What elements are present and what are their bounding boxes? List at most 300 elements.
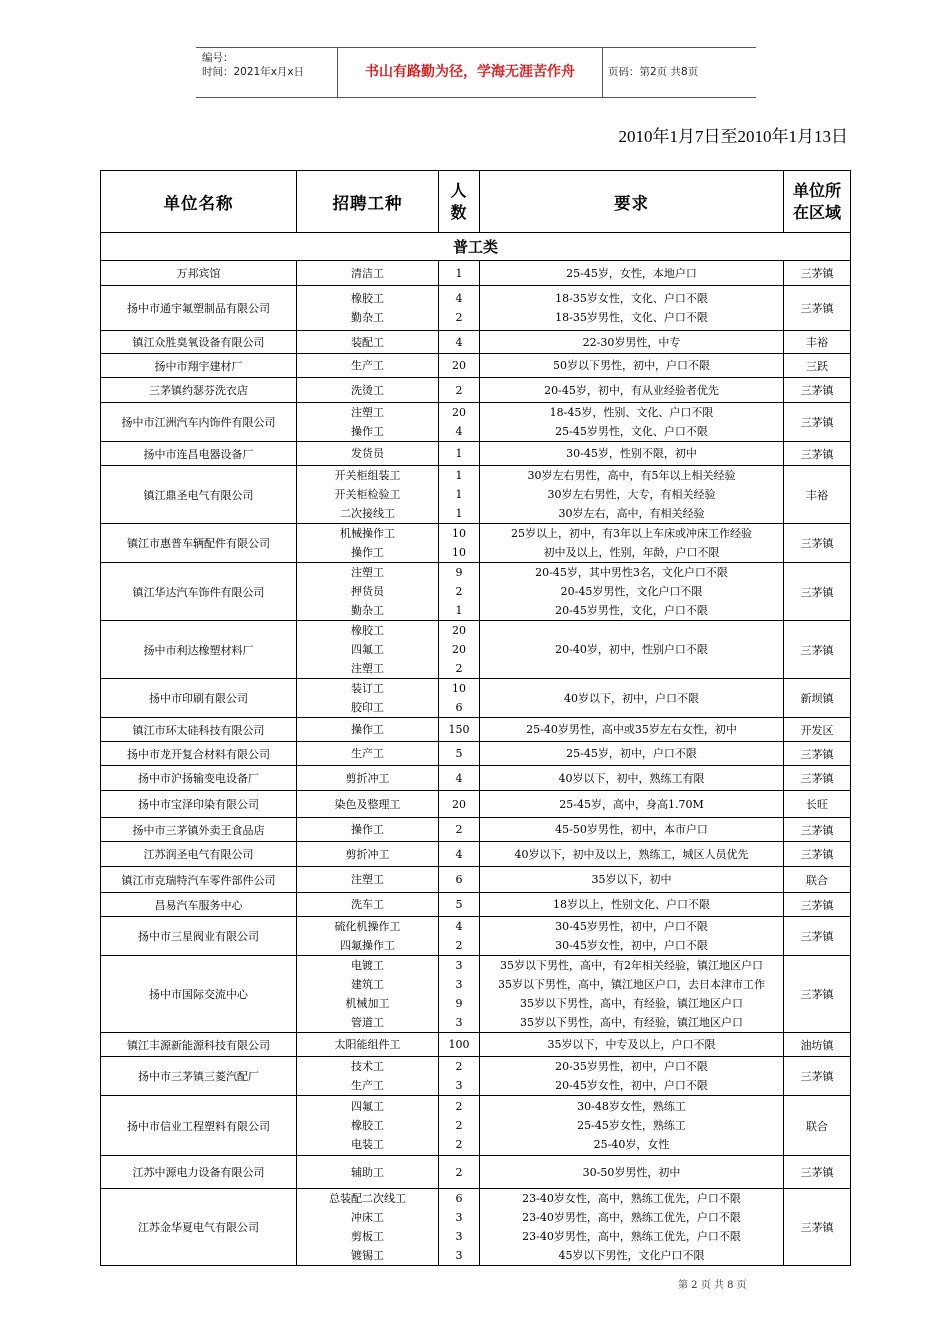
- requirement-cell-line: 30-48岁女性，熟练工: [577, 1100, 686, 1113]
- requirement-cell-line: 20-40岁，初中，性别户口不限: [555, 643, 708, 656]
- job-cell: [297, 867, 439, 893]
- requirement-cell-line: 20-35岁男性，初中，户口不限: [555, 1060, 708, 1073]
- count-cell-line: 5: [455, 747, 463, 760]
- count-cell: [439, 524, 480, 563]
- table-row: [101, 917, 851, 956]
- count-cell-line: 4: [455, 335, 463, 349]
- job-cell-line: 生产工: [351, 747, 384, 760]
- requirement-cell: [480, 917, 784, 956]
- job-cell-line: 开关柜检验工: [334, 488, 401, 501]
- area-cell: 三茅镇: [784, 742, 851, 766]
- requirement-cell-line: 20-45岁男性，文化户口不限: [560, 585, 703, 598]
- job-cell-line: 发货员: [351, 447, 384, 460]
- company-cell: 扬中市三茅镇外卖王食品店: [101, 818, 297, 842]
- requirement-cell-line: 25-40岁，女性: [593, 1138, 670, 1151]
- count-cell-line: 3: [455, 1016, 463, 1029]
- count-cell-line: 1: [455, 507, 463, 520]
- count-cell-line: 6: [455, 873, 463, 886]
- table-row: [101, 563, 851, 621]
- job-cell-line: 勤杂工: [351, 311, 384, 324]
- company-cell: 扬中市国际交流中心: [101, 956, 297, 1033]
- count-cell-line: 2: [455, 1100, 463, 1113]
- count-cell: [439, 1156, 480, 1189]
- table-row: [101, 442, 851, 466]
- count-cell-line: 2: [455, 823, 463, 836]
- job-cell: [297, 286, 439, 331]
- company-cell: 镇江市惠普车辆配件有限公司: [101, 524, 297, 563]
- count-cell-line: 9: [455, 997, 463, 1010]
- area-cell: 丰裕: [784, 466, 851, 524]
- company-cell: 扬中市翔宇建材厂: [101, 354, 297, 378]
- count-cell-line: 3: [455, 978, 463, 991]
- job-cell-line: 生产工: [351, 359, 384, 372]
- count-cell: [439, 563, 480, 621]
- job-cell: [297, 917, 439, 956]
- requirement-cell: [480, 524, 784, 563]
- requirement-cell-line: 18-45岁，性别、文化、户口不限: [549, 406, 714, 419]
- table-row: [101, 956, 851, 1033]
- requirement-cell-line: 40岁以下，初中，户口不限: [564, 691, 699, 705]
- job-cell-line: 勤杂工: [351, 604, 384, 617]
- company-cell: 扬中市通宇氟塑制品有限公司: [101, 286, 297, 331]
- job-cell-line: 橡胶工: [351, 292, 384, 305]
- job-cell-line: 开关柜组装工: [334, 469, 401, 482]
- job-cell-line: 橡胶工: [351, 1119, 384, 1132]
- requirement-cell: [480, 791, 784, 818]
- job-cell-line: 冲床工: [351, 1211, 384, 1224]
- area-cell: 三茅镇: [784, 524, 851, 563]
- job-cell-line: 注塑工: [351, 566, 384, 579]
- job-cell-line: 清洁工: [351, 266, 384, 280]
- table-row: [101, 842, 851, 867]
- table-row: [101, 261, 851, 286]
- company-cell: 扬中市利达橡塑材料厂: [101, 621, 297, 679]
- category-label: 普工类: [101, 233, 851, 261]
- count-cell: [439, 917, 480, 956]
- company-cell: 万邦宾馆: [101, 261, 297, 286]
- requirement-cell: [480, 378, 784, 403]
- area-cell: 三跃: [784, 354, 851, 378]
- company-cell: 扬中市江洲汽车内饰件有限公司: [101, 403, 297, 442]
- requirement-cell: [480, 563, 784, 621]
- table-row: [101, 1156, 851, 1189]
- count-cell-line: 9: [455, 566, 463, 579]
- requirement-cell: [480, 442, 784, 466]
- area-cell: 油坊镇: [784, 1033, 851, 1057]
- count-cell: [439, 679, 480, 718]
- requirement-cell-line: 35岁以下男性，高中，镇江地区户口，去日本津市工作: [498, 978, 765, 991]
- requirement-cell-line: 30岁左右男性，大专，有相关经验: [547, 488, 716, 501]
- count-cell-line: 10: [452, 546, 466, 559]
- job-cell: [297, 331, 439, 354]
- requirement-cell-line: 30岁左右，高中，有相关经验: [558, 507, 705, 520]
- company-cell: 江苏润圣电气有限公司: [101, 842, 297, 867]
- job-cell: [297, 766, 439, 791]
- requirement-cell: [480, 354, 784, 378]
- job-cell: [297, 1189, 439, 1266]
- job-cell-line: 装订工: [351, 682, 384, 695]
- count-cell-line: 4: [455, 771, 463, 785]
- company-cell: 扬中市龙开复合材料有限公司: [101, 742, 297, 766]
- count-cell-line: 1: [455, 447, 463, 460]
- requirement-cell-line: 23-40岁男性，高中，熟练工优先，户口不限: [522, 1230, 741, 1243]
- job-cell-line: 电装工: [351, 1138, 384, 1151]
- requirement-cell-line: 25-40岁男性，高中或35岁左右女性，初中: [526, 723, 737, 736]
- requirement-cell: [480, 1096, 784, 1156]
- page-footer: 第 2 页 共 8 页: [678, 1280, 747, 1291]
- area-cell: 三茅镇: [784, 956, 851, 1033]
- count-cell: [439, 1189, 480, 1266]
- requirement-cell-line: 20-45岁，其中男性3名，文化户口不限: [535, 566, 728, 579]
- job-cell: [297, 956, 439, 1033]
- requirement-cell-line: 30岁左右男性，高中，有5年以上相关经验: [527, 469, 736, 482]
- area-cell: 联合: [784, 867, 851, 893]
- job-cell-line: 操作工: [351, 425, 384, 438]
- requirement-cell-line: 25-45岁，高中，身高1.70M: [559, 797, 704, 811]
- table-row: [101, 286, 851, 331]
- job-cell-line: 技术工: [351, 1060, 384, 1073]
- count-cell-line: 4: [455, 292, 463, 305]
- requirement-cell-line: 25-45岁，女性，本地户口: [566, 266, 697, 280]
- job-cell-line: 注塑工: [351, 873, 384, 886]
- table-row: [101, 378, 851, 403]
- count-cell-line: 1: [455, 604, 463, 617]
- requirement-cell-line: 30-45岁女性，初中，户口不限: [555, 939, 708, 952]
- requirement-cell-line: 18-35岁女性，文化、户口不限: [555, 292, 708, 305]
- area-cell: 三茅镇: [784, 818, 851, 842]
- requirement-cell-line: 50岁以下男性，初中，户口不限: [553, 359, 710, 372]
- count-cell-line: 1: [455, 266, 463, 280]
- requirement-cell: [480, 679, 784, 718]
- header-job: 招聘工种: [297, 171, 439, 233]
- table-row: [101, 331, 851, 354]
- company-cell: 扬中市三星阀业有限公司: [101, 917, 297, 956]
- table-row: [101, 818, 851, 842]
- job-cell-line: 管道工: [351, 1016, 384, 1029]
- count-cell-line: 3: [455, 959, 463, 972]
- requirement-cell: [480, 842, 784, 867]
- job-cell: [297, 524, 439, 563]
- table-row: [101, 1189, 851, 1266]
- count-cell-line: 150: [448, 723, 470, 736]
- area-cell: 三茅镇: [784, 1057, 851, 1096]
- jobs-table: [100, 170, 851, 1266]
- header-count: 人数: [439, 171, 480, 233]
- requirement-cell: [480, 1033, 784, 1057]
- company-cell: 扬中市宝泽印染有限公司: [101, 791, 297, 818]
- job-cell-line: 总装配二次线工: [329, 1192, 406, 1205]
- count-cell-line: 3: [455, 1079, 463, 1092]
- company-cell: 江苏金华夏电气有限公司: [101, 1189, 297, 1266]
- requirement-cell-line: 20-45岁女性，初中，户口不限: [555, 1079, 708, 1092]
- area-cell: 三茅镇: [784, 442, 851, 466]
- requirement-cell: [480, 466, 784, 524]
- job-cell-line: 注塑工: [351, 662, 384, 675]
- requirement-cell-line: 25岁以上，初中，有3年以上车床或冲床工作经验: [511, 527, 752, 540]
- requirement-cell: [480, 766, 784, 791]
- requirement-cell-line: 25-45岁女性，熟练工: [577, 1119, 686, 1132]
- page-label: 页码：第2页 共8页: [608, 66, 699, 78]
- count-cell-line: 2: [455, 662, 463, 675]
- requirement-cell-line: 18岁以上，性别文化、户口不限: [553, 898, 710, 911]
- job-cell: [297, 893, 439, 917]
- requirement-cell-line: 20-45岁，初中，有从业经验者优先: [544, 383, 719, 397]
- company-cell: 扬中市信业工程塑料有限公司: [101, 1096, 297, 1156]
- count-cell: [439, 842, 480, 867]
- table-row: [101, 403, 851, 442]
- job-cell: [297, 1033, 439, 1057]
- code-label: 编号：: [202, 52, 234, 64]
- requirement-cell-line: 45-50岁男性，初中，本市户口: [555, 823, 708, 836]
- requirement-cell-line: 30-50岁男性，初中: [582, 1165, 681, 1179]
- motto: 书山有路勤为径，学海无涯苦作舟: [337, 48, 603, 97]
- page-header: [196, 47, 756, 98]
- requirement-cell-line: 35岁以下男性，高中，有经验，镇江地区户口: [520, 1016, 743, 1029]
- requirement-cell: [480, 286, 784, 331]
- requirement-cell: [480, 1156, 784, 1189]
- company-cell: 扬中市连昌电器设备厂: [101, 442, 297, 466]
- count-cell: [439, 354, 480, 378]
- requirement-cell-line: 40岁以下，初中及以上，熟练工，城区人员优先: [514, 847, 749, 861]
- table-row: [101, 679, 851, 718]
- requirement-cell: [480, 956, 784, 1033]
- count-cell: [439, 1096, 480, 1156]
- job-cell-line: 机械加工: [345, 997, 390, 1010]
- company-cell: 扬中市印刷有限公司: [101, 679, 297, 718]
- count-cell-line: 3: [455, 1230, 463, 1243]
- header-requirement: 要求: [480, 171, 784, 233]
- requirement-cell-line: 23-40岁男性，高中，熟练工优先，户口不限: [522, 1211, 741, 1224]
- requirement-cell-line: 20-45岁男性，文化，户口不限: [555, 604, 708, 617]
- count-cell-line: 2: [455, 383, 463, 397]
- job-cell-line: 押货员: [351, 585, 384, 598]
- count-cell: [439, 718, 480, 742]
- requirement-cell-line: 初中及以上，性别，年龄，户口不限: [543, 546, 720, 559]
- job-cell: [297, 791, 439, 818]
- job-cell-line: 操作工: [351, 546, 384, 559]
- job-cell: [297, 718, 439, 742]
- requirement-cell-line: 22-30岁男性，中专: [582, 335, 681, 349]
- requirement-cell: [480, 818, 784, 842]
- count-cell: [439, 621, 480, 679]
- job-cell-line: 电镀工: [351, 959, 384, 972]
- count-cell: [439, 442, 480, 466]
- job-cell-line: 染色及整理工: [334, 797, 401, 811]
- table-row: [101, 524, 851, 563]
- area-cell: 三茅镇: [784, 286, 851, 331]
- count-cell: [439, 261, 480, 286]
- count-cell-line: 2: [455, 939, 463, 952]
- company-cell: 镇江市环太硅科技有限公司: [101, 718, 297, 742]
- company-cell: 扬中市三茅镇三菱汽配厂: [101, 1057, 297, 1096]
- job-cell-line: 建筑工: [351, 978, 384, 991]
- job-cell: [297, 442, 439, 466]
- area-cell: 三茅镇: [784, 842, 851, 867]
- requirement-cell: [480, 893, 784, 917]
- requirement-cell-line: 40岁以下，初中，熟练工有限: [558, 771, 705, 785]
- count-cell: [439, 766, 480, 791]
- count-cell-line: 2: [455, 311, 463, 324]
- requirement-cell-line: 23-40岁女性，高中，熟练工优先，户口不限: [522, 1192, 741, 1205]
- count-cell-line: 20: [452, 643, 466, 656]
- requirement-cell-line: 25-45岁男性，文化、户口不限: [555, 425, 708, 438]
- count-cell: [439, 893, 480, 917]
- count-cell: [439, 403, 480, 442]
- job-cell-line: 剪板工: [351, 1230, 384, 1243]
- company-cell: 江苏中源电力设备有限公司: [101, 1156, 297, 1189]
- count-cell-line: 10: [452, 527, 466, 540]
- table-row: [101, 1033, 851, 1057]
- table-row: [101, 867, 851, 893]
- job-cell-line: 胶印工: [351, 701, 384, 714]
- count-cell-line: 4: [455, 847, 463, 861]
- job-cell: [297, 403, 439, 442]
- job-cell-line: 生产工: [351, 1079, 384, 1092]
- requirement-cell-line: 30-45岁男性，初中，户口不限: [555, 920, 708, 933]
- job-cell: [297, 679, 439, 718]
- job-cell: [297, 1156, 439, 1189]
- table-row: [101, 718, 851, 742]
- date-range: 2010年1月7日至2010年1月13日: [618, 127, 848, 146]
- job-cell-line: 剪折冲工: [345, 771, 390, 785]
- count-cell-line: 3: [455, 1249, 463, 1262]
- count-cell-line: 2: [455, 1119, 463, 1132]
- job-cell-line: 四氟工: [351, 643, 384, 656]
- requirement-cell-line: 35岁以下男性，高中，有2年相关经验，镇江地区户口: [500, 959, 763, 972]
- count-cell-line: 10: [452, 682, 466, 695]
- job-cell-line: 辅助工: [351, 1165, 384, 1179]
- company-cell: 三茅镇约瑟芬洗衣店: [101, 378, 297, 403]
- job-cell: [297, 742, 439, 766]
- requirement-cell-line: 45岁以下男性，文化户口不限: [558, 1249, 705, 1262]
- job-cell: [297, 563, 439, 621]
- count-cell: [439, 742, 480, 766]
- job-cell-line: 四氟工: [351, 1100, 384, 1113]
- count-cell-line: 20: [452, 624, 466, 637]
- requirement-cell: [480, 331, 784, 354]
- job-cell-line: 操作工: [351, 823, 384, 836]
- header-area: 单位所在区域: [784, 171, 851, 233]
- area-cell: 三茅镇: [784, 766, 851, 791]
- requirement-cell-line: 35岁以下男性，高中，有经验，镇江地区户口: [520, 997, 743, 1010]
- count-cell-line: 2: [455, 585, 463, 598]
- requirement-cell-line: 25-45岁，初中，户口不限: [566, 747, 697, 760]
- company-cell: 镇江市克瑞特汽车零件部件公司: [101, 867, 297, 893]
- table-row: [101, 466, 851, 524]
- job-cell: [297, 1096, 439, 1156]
- requirement-cell-line: 18-35岁男性，文化、户口不限: [555, 311, 708, 324]
- table-row: [101, 893, 851, 917]
- category-row: [101, 233, 851, 261]
- table-row: [101, 766, 851, 791]
- requirement-cell-line: 35岁以下，中专及以上，户口不限: [547, 1038, 716, 1051]
- requirement-cell: [480, 1189, 784, 1266]
- company-cell: 镇江鼎圣电气有限公司: [101, 466, 297, 524]
- job-cell-line: 镀锡工: [351, 1249, 384, 1262]
- area-cell: 三茅镇: [784, 1189, 851, 1266]
- count-cell: [439, 867, 480, 893]
- area-cell: 三茅镇: [784, 893, 851, 917]
- job-cell-line: 硫化机操作工: [334, 920, 401, 933]
- count-cell-line: 2: [455, 1165, 463, 1179]
- count-cell-line: 1: [455, 488, 463, 501]
- requirement-cell: [480, 718, 784, 742]
- count-cell: [439, 378, 480, 403]
- area-cell: 开发区: [784, 718, 851, 742]
- job-cell-line: 操作工: [351, 723, 384, 736]
- job-cell: [297, 261, 439, 286]
- job-cell: [297, 842, 439, 867]
- count-cell-line: 4: [455, 425, 463, 438]
- count-cell-line: 2: [455, 1060, 463, 1073]
- job-cell: [297, 466, 439, 524]
- table-header-row: [101, 171, 851, 233]
- company-cell: 镇江众胜臭氧设备有限公司: [101, 331, 297, 354]
- requirement-cell: [480, 742, 784, 766]
- area-cell: 丰裕: [784, 331, 851, 354]
- table-row: [101, 1057, 851, 1096]
- header-meta: [202, 51, 332, 79]
- requirement-cell: [480, 621, 784, 679]
- requirement-cell-line: 35岁以下，初中: [591, 873, 672, 886]
- job-cell-line: 洗烫工: [351, 383, 384, 397]
- table-row: [101, 621, 851, 679]
- requirement-cell: [480, 403, 784, 442]
- job-cell-line: 太阳能组件工: [334, 1038, 401, 1051]
- company-cell: 昌易汽车服务中心: [101, 893, 297, 917]
- company-cell: 镇江华达汽车饰件有限公司: [101, 563, 297, 621]
- count-cell-line: 6: [455, 1192, 463, 1205]
- header-company: 单位名称: [101, 171, 297, 233]
- area-cell: 三茅镇: [784, 378, 851, 403]
- job-cell: [297, 378, 439, 403]
- job-cell-line: 机械操作工: [340, 527, 395, 540]
- requirement-cell: [480, 867, 784, 893]
- count-cell: [439, 791, 480, 818]
- requirement-cell: [480, 1057, 784, 1096]
- count-cell-line: 3: [455, 1211, 463, 1224]
- table-row: [101, 791, 851, 818]
- count-cell-line: 20: [452, 797, 466, 811]
- count-cell-line: 1: [455, 469, 463, 482]
- count-cell-line: 4: [455, 920, 463, 933]
- count-cell-line: 100: [448, 1038, 470, 1051]
- count-cell: [439, 1057, 480, 1096]
- job-cell-line: 装配工: [351, 335, 384, 349]
- count-cell: [439, 956, 480, 1033]
- job-cell-line: 二次接线工: [340, 507, 395, 520]
- job-cell: [297, 818, 439, 842]
- count-cell: [439, 466, 480, 524]
- count-cell-line: 5: [455, 898, 463, 911]
- company-cell: 扬中市沪扬输变电设备厂: [101, 766, 297, 791]
- table-row: [101, 354, 851, 378]
- requirement-cell-line: 30-45岁，性别不限，初中: [566, 447, 697, 460]
- table-row: [101, 1096, 851, 1156]
- table-row: [101, 742, 851, 766]
- requirement-cell: [480, 261, 784, 286]
- area-cell: 联合: [784, 1096, 851, 1156]
- area-cell: 三茅镇: [784, 261, 851, 286]
- count-cell: [439, 286, 480, 331]
- job-cell-line: 四氟操作工: [340, 939, 395, 952]
- job-cell-line: 剪折冲工: [345, 847, 390, 861]
- company-cell: 镇江丰源新能源科技有限公司: [101, 1033, 297, 1057]
- job-cell-line: 注塑工: [351, 406, 384, 419]
- job-cell-line: 橡胶工: [351, 624, 384, 637]
- area-cell: 三茅镇: [784, 917, 851, 956]
- count-cell: [439, 818, 480, 842]
